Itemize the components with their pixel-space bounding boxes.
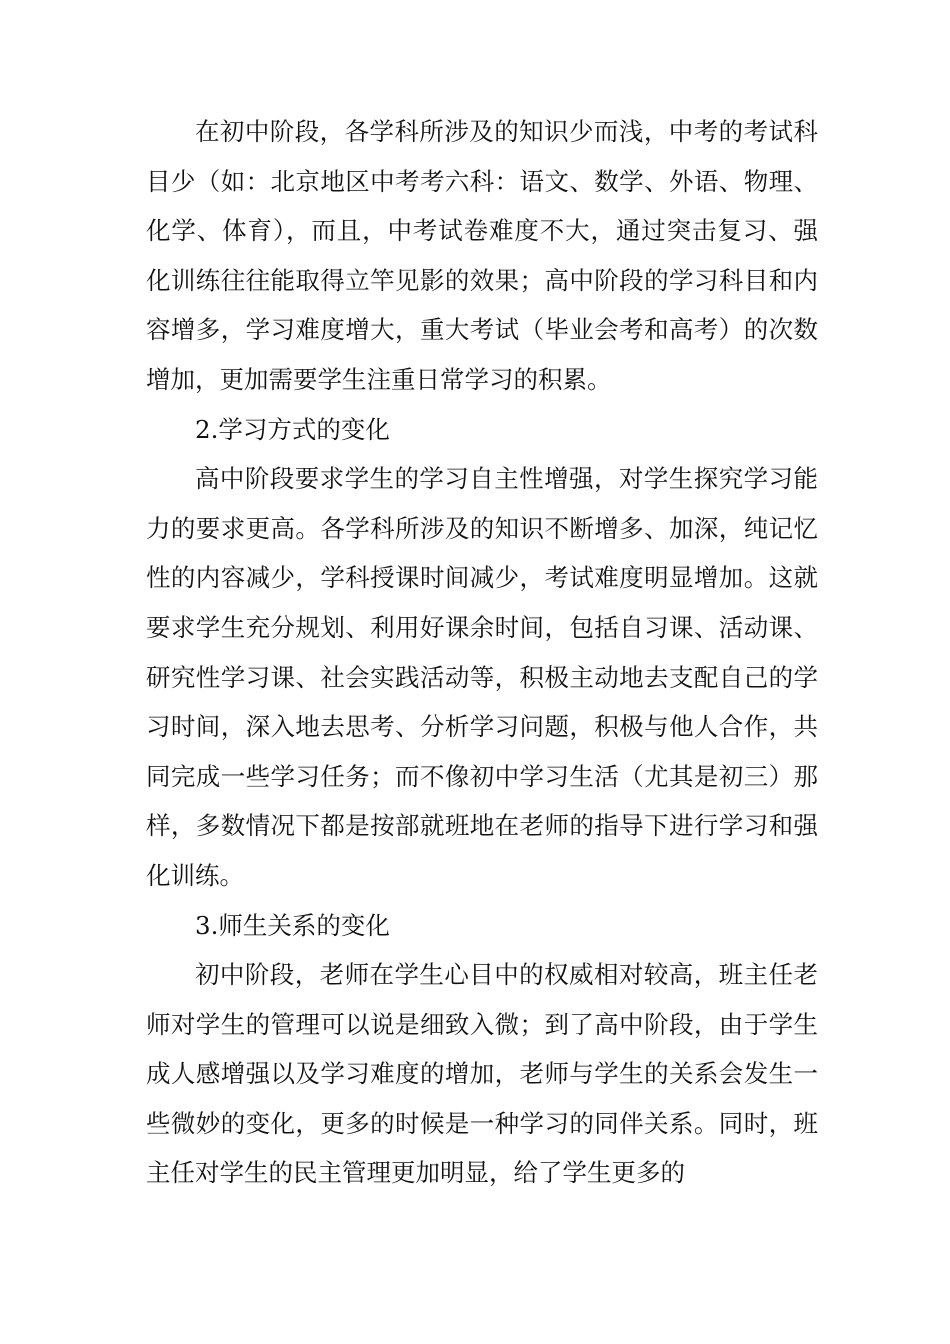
paragraph-learning-style: 高中阶段要求学生的学习自主性增强，对学生探究学习能力的要求更高。各学科所涉及的知识不断增多、加深，纯记忆性的内容减少，学科授课时间减少，考试难度明显增加。这就要求学生充分规划、利用好课余时间，包括自习课、活动课、研究性学习课、社会实践活动等，积极主动地去支配自己的学习时间，深入地去思考、分析学习问题，积极与他人合作，共同完成一些学习任务；而不像初中学习生活（尤其是初三）那样，多数情况下都是按部就班地在老师的指导下进行学习和强化训练。 — [146, 464, 818, 890]
paragraph-teacher-student: 初中阶段，老师在学生心目中的权威相对较高，班主任老师对学生的管理可以说是细致入微；到了高中阶段，由于学生成人感增强以及学习难度的增加，老师与学生的关系会发生一些微妙的变化，更多的时候是一种学习的同伴关系。同时，班主任对学生的民主管理更加明显，给了学生更多的 — [146, 960, 818, 1188]
paragraph-exam-comparison: 在初中阶段，各学科所涉及的知识少而浅，中考的考试科目少（如：北京地区中考考六科：语文、数学、外语、物理、化学、体育），而且，中考试卷难度不大，通过突击复习、强化训练往往能取得立竿见影的效果；高中阶段的学习科目和内容增多，学习难度增大，重大考试（毕业会考和高考）的次数增加，更加需要学生注重日常学习的积累。 — [146, 117, 818, 394]
document-body — [146, 107, 818, 1198]
heading-teacher-student: 3.师生关系的变化 — [195, 910, 390, 940]
heading-learning-style: 2.学习方式的变化 — [195, 414, 390, 444]
